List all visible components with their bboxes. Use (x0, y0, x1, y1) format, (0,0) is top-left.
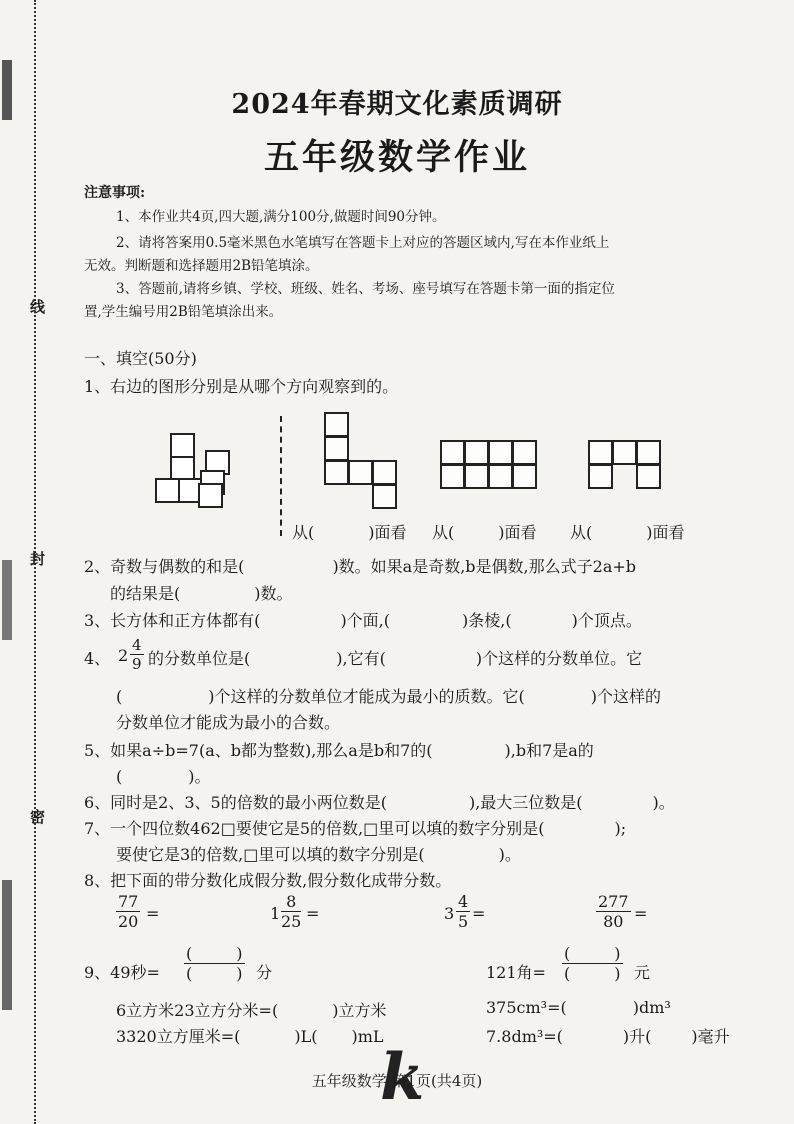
q8-eq-2: = (306, 904, 320, 923)
q6-line: 6、同时是2、3、5的倍数的最小两位数是( ),最大三位数是( )。 (84, 793, 675, 812)
q9-b: 121角= (486, 963, 546, 982)
q8-fraction-4: $\frac{277}{80}$ (598, 892, 629, 931)
q8-eq-3: = (472, 904, 486, 923)
q9-row2-right: 375cm³=( )dm³ (486, 998, 671, 1017)
exam-subtitle: 五年级数学作业 (263, 137, 530, 178)
q8-fraction-2: $\frac{8}{25}$ (281, 892, 302, 931)
q4-pre: 4、 (84, 649, 111, 668)
note-1: 1、本作业共4页,四大题,满分100分,做题时间90分钟。 (116, 209, 446, 225)
k-watermark: k (380, 1040, 425, 1115)
q9-row2-left: 6立方米23立方分米=( )立方米 (116, 1001, 387, 1020)
q9-blank-fraction-a: ( ) ( ) (186, 944, 243, 983)
q3-line: 3、长方体和正方体都有( )个面,( )条棱,( )个顶点。 (84, 611, 642, 630)
margin-secret-char: 密 (30, 808, 46, 826)
notes-heading: 注意事项: (84, 185, 146, 201)
q1-text: 1、右边的图形分别是从哪个方向观察到的。 (84, 377, 399, 396)
divider-dashed (280, 416, 282, 536)
exam-title: 2024年春期文化素质调研 (231, 89, 563, 120)
q4-line3: 分数单位才能成为最小的合数。 (116, 713, 341, 732)
q1-answer-3: 从( )面看 (570, 523, 685, 542)
q7-line2: 要使它是3的倍数,□里可以填的数字分别是( )。 (116, 845, 521, 864)
q8-whole-2: 1 (270, 904, 281, 923)
q4-whole: 2 (118, 646, 129, 665)
section-fill-blank: 一、填空(50分) (84, 349, 197, 368)
q4-line2: ( )个这样的分数单位才能成为最小的质数。它( )个这样的 (116, 687, 661, 706)
q9-unit-a: 分 (256, 963, 273, 982)
q8-eq-1: = (146, 904, 160, 923)
q2-line2: 的结果是( )数。 (110, 584, 293, 603)
note-2: 2、请将答案用0.5毫米黑色水笔填写在答题卡上对应的答题区域内,写在本作业纸上 无效。判断题和选择题用2B铅笔填涂。 (84, 235, 610, 274)
q5-line2: ( )。 (116, 767, 211, 786)
q7-line1: 7、一个四位数462□要使它是5的倍数,□里可以填的数字分别是( ); (84, 819, 627, 838)
margin-seal-char: 封 (30, 550, 46, 568)
q8-eq-4: = (634, 904, 648, 923)
q1-answer-2: 从( )面看 (432, 523, 537, 542)
q2-line1: 2、奇数与偶数的和是( )数。如果a是奇数,b是偶数,那么式子2a+b (84, 557, 637, 576)
q8-fraction-1: $\frac{77}{20}$ (118, 892, 139, 931)
note-3: 3、答题前,请将乡镇、学校、班级、姓名、考场、座号填写在答题卡第一面的指定位 置,学生编号用2B铅笔填涂出来。 (84, 281, 615, 320)
q4-line1: 的分数单位是( ),它有( )个这样的分数单位。它 (148, 649, 643, 668)
edge-bar-bottom (2, 880, 12, 1010)
page-footer: 五年级数学 第1页(共4页) (311, 1072, 483, 1090)
q9-blank-fraction-b: ( ) ( ) (564, 944, 621, 983)
q9-unit-b: 元 (634, 963, 651, 982)
q4-fraction: $\frac{4}{9}$ (132, 636, 142, 673)
edge-bar-mid (2, 560, 12, 640)
q8-text: 8、把下面的带分数化成假分数,假分数化成带分数。 (84, 871, 452, 890)
q9-row3-left: 3320立方厘米=( )L( )mL (116, 1027, 384, 1046)
q8-whole-3: 3 (444, 904, 455, 923)
q5-line1: 5、如果a÷b=7(a、b都为整数),那么a是b和7的( ),b和7是a的 (84, 741, 594, 760)
q9-row3-right: 7.8dm³=( )升( )毫升 (486, 1027, 730, 1046)
q9-a: 9、49秒= (84, 963, 160, 982)
q1-answer-1: 从( )面看 (292, 523, 407, 542)
q8-fraction-3: $\frac{4}{5}$ (458, 892, 469, 931)
margin-line-char: 线 (30, 298, 46, 316)
